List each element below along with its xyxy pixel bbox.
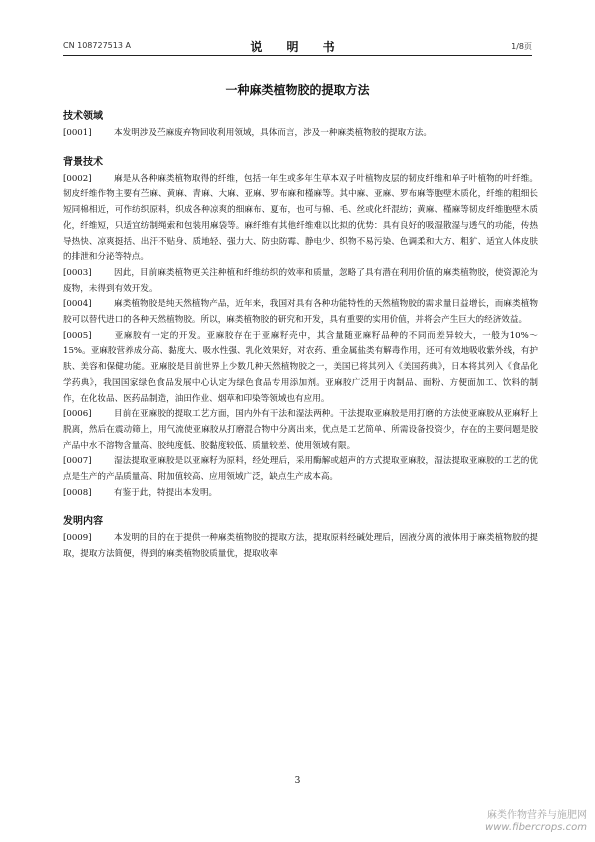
section-heading: 背景技术 bbox=[63, 156, 103, 168]
section-technical-field bbox=[63, 110, 538, 142]
page-indicator: 1/8页 bbox=[511, 42, 532, 51]
document-body bbox=[63, 110, 538, 563]
paragraph bbox=[63, 266, 538, 297]
document-type: 说 明 书 bbox=[250, 40, 345, 54]
page-header bbox=[63, 38, 532, 54]
section-summary bbox=[63, 515, 538, 562]
paragraph bbox=[63, 407, 538, 454]
paragraph-number: [0006] bbox=[63, 409, 92, 420]
paragraph bbox=[63, 329, 538, 408]
page-number: 3 bbox=[294, 776, 301, 786]
watermark-site-name: 麻类作物营养与施肥网 bbox=[487, 810, 587, 821]
paragraph bbox=[63, 531, 538, 562]
section-heading: 技术领域 bbox=[63, 111, 103, 122]
paragraph-number: [0008] bbox=[63, 487, 92, 498]
watermark-url: www.fibercrops.com bbox=[485, 822, 587, 833]
watermark bbox=[485, 809, 587, 834]
paragraph bbox=[63, 126, 538, 142]
paragraph-text: 麻类植物胶是纯天然植物产品，近年来，我国对具有各种功能特性的天然植物胶的需求量日益增长，而麻类植物胶可以替代进口的各种天然植物胶。所以，麻类植物胶的研究和开发，具有重要的实用价值，并将会产生巨大的经济效益。 bbox=[63, 299, 538, 326]
paragraph-number: [0005] bbox=[63, 330, 92, 341]
paragraph-text: 湿法提取亚麻胶是以亚麻籽为原料，经处理后，采用酶解或超声的方式提取亚麻胶，湿法提取亚麻胶的工艺的优点是生产的产品质量高、附加值较高、应用领域广泛，缺点生产成本高。 bbox=[63, 456, 538, 483]
paragraph bbox=[63, 172, 538, 266]
paragraph-text: 麻是从各种麻类植物取得的纤维，包括一年生或多年生草本双子叶植物皮层的韧皮纤维和单子叶植物的叶纤维。韧皮纤维作物主要有苎麻、黄麻、青麻、大麻、亚麻、罗布麻和槿麻等。其中麻、亚麻、罗布麻等胞壁木质化，纤维的粗细长短同棉相近，可作纺织原料，织成各种凉爽的细麻布、夏布，也可与棉、毛、丝或化纤混纺；黄麻、槿麻等韧皮纤维胞壁木质化，纤维短，只适宜纺制绳索和包装用麻袋等。麻纤维有其他纤维难以比拟的优势：具有良好的吸湿散湿与透气的功能，传热导热快、凉爽挺括、出汗不贴身、质地轻、强力大、防虫防霉、静电少、织物不易污染、色调柔和大方、粗犷、适宜人体皮肤的排泄和分泌等特点。 bbox=[63, 173, 538, 263]
paragraph-text: 有鉴于此，特提出本发明。 bbox=[114, 487, 218, 498]
paragraph bbox=[63, 297, 538, 328]
header-rule bbox=[63, 55, 532, 56]
paragraph-text: 因此，目前麻类植物更关注种植和纤维纺织的效率和质量，忽略了具有潜在利用价值的麻类植物胶，使资源沦为废物，未得到有效开发。 bbox=[63, 267, 538, 294]
paragraph-number: [0001] bbox=[63, 128, 92, 138]
patent-number: CN 108727513 A bbox=[63, 41, 131, 50]
document-title: 一种麻类植物胶的提取方法 bbox=[225, 83, 370, 97]
paragraph-number: [0002] bbox=[63, 173, 92, 184]
paragraph bbox=[63, 486, 538, 502]
paragraph-text: 本发明涉及苎麻废弃物回收利用领域，具体而言，涉及一种麻类植物胶的提取方法。 bbox=[114, 128, 432, 138]
section-background bbox=[63, 156, 538, 502]
paragraph-number: [0004] bbox=[63, 299, 92, 310]
paragraph-text: 亚麻胶有一定的开发。亚麻胶存在于亚麻籽壳中，其含量随亚麻籽品种的不同而差异较大，一般为10%～15%。亚麻胶营养成分高、黏度大、吸水性强、乳化效果好，对农药、重金属盐类有解毒作用，还可有效地吸收紫外线，有护肤、美容和保健功能。亚麻胶是目前世界上少数几种天然植物胶之一，美国已将其列入《美国药典》，日本将其列入《食品化学药典》，我国国家绿色食品发展中心认定为绿色食品专用添加剂。亚麻胶广泛用于肉制品、面粉、方便面加工、饮料的制作，在化妆品、医药品制造，油田作业、烟草和印染等领域也有应用。 bbox=[63, 330, 538, 404]
paragraph-number: [0007] bbox=[63, 456, 92, 467]
paragraph-number: [0009] bbox=[63, 533, 92, 544]
paragraph bbox=[63, 454, 538, 485]
paragraph-number: [0003] bbox=[63, 267, 92, 278]
paragraph-text: 目前在亚麻胶的提取工艺方面，国内外有干法和湿法两种。干法提取亚麻胶是用打磨的方法使亚麻胶从亚麻籽上脱离，然后在震动筛上，用气流使亚麻胶从打磨混合物中分离出来，优点是工艺简单、所需设备投资少，存在的主要问题是胶产品中水不溶物含量高、胶纯度低、胶黏度较低、质量较差、使用领域有限。 bbox=[63, 409, 538, 451]
paragraph-text: 本发明的目的在于提供一种麻类植物胶的提取方法，提取原料经碱处理后，固液分离的液体用于麻类植物胶的提取，提取方法简便，得到的麻类植物胶质量优，提取收率 bbox=[63, 533, 538, 560]
section-heading: 发明内容 bbox=[63, 516, 103, 528]
